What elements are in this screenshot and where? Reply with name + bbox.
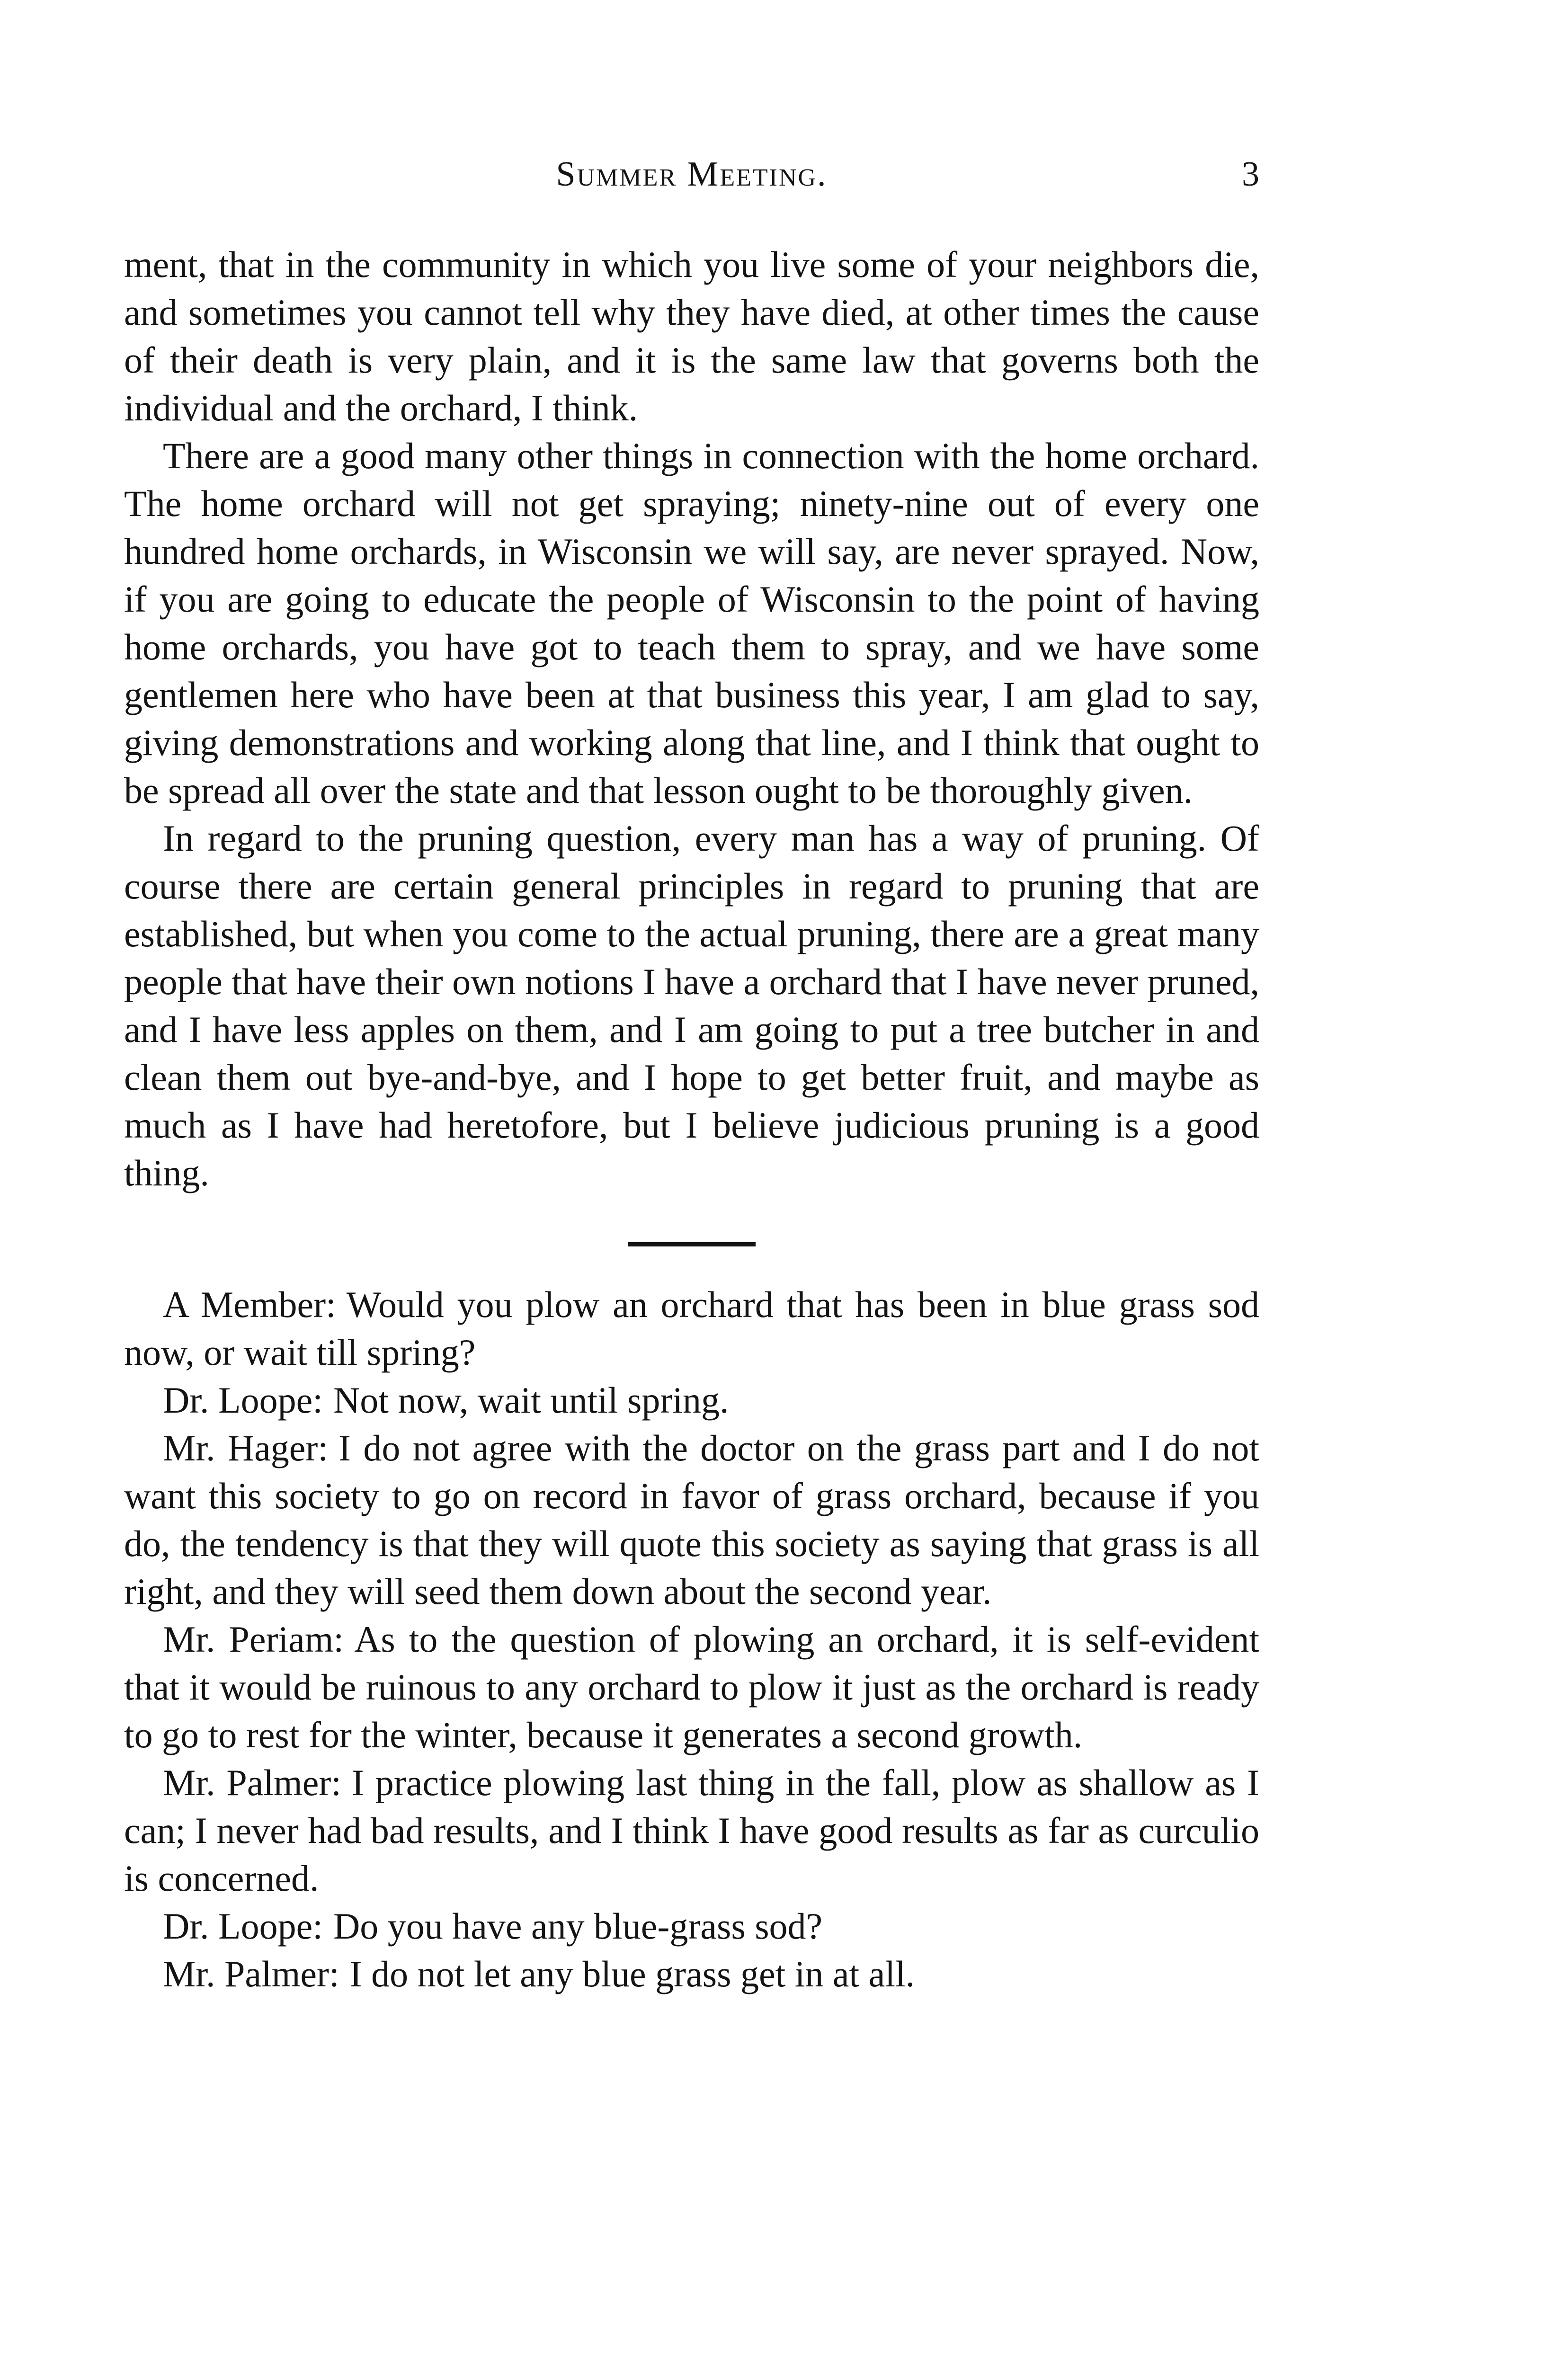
speaker-name: Dr. Loope:	[163, 1905, 323, 1947]
page-body	[124, 240, 1259, 1998]
paragraph-continued: ment, that in the community in which you live some of your neighbors die, and sometimes you cannot tell why they have died, at other times the cause of their death is very plain, and it is the same law that governs both the individual and the orchard, I think.	[124, 244, 1259, 428]
paragraph-pruning: In regard to the pruning question, every man has a way of pruning. Of course there are certain general principles in regard to pruning that are established, but when you come to the actual pruning, there are a great many people that have their own notions I have a orchard that I have never pruned, and I have less apples on them, and I am going to put a tree butcher in and clean them out bye-and-bye, and I hope to get better fruit, and maybe as much as I have had heretofore, but I believe judicious pruning is a good thing.	[124, 818, 1259, 1193]
speaker-name: Mr. Hager:	[163, 1427, 329, 1468]
speaker-remark: I do not agree with the doctor on the grass part and I do not want this society to go on record in favor of grass orchard, because if you do, the tendency is that they will quote this society as saying that grass is all right, and they will seed them down about the second year.	[124, 1427, 1259, 1612]
discussion-entry	[124, 1950, 1259, 1998]
discussion-entry	[124, 1759, 1259, 1902]
speaker-remark: Would you plow an orchard that has been in blue grass sod now, or wait till spring?	[124, 1284, 1260, 1373]
speaker-remark: As to the question of plowing an orchard, it is self-evident that it would be ruinous to any orchard to plow it just as the orchard is ready to go to rest for the winter, because it generates a second growth.	[124, 1619, 1259, 1755]
discussion-entry	[124, 1281, 1259, 1376]
discussion-entry	[124, 1376, 1259, 1424]
speaker-remark: Not now, wait until spring.	[333, 1379, 729, 1421]
discussion-entry	[124, 1424, 1259, 1615]
section-divider	[628, 1242, 756, 1246]
speaker-name: Dr. Loope:	[163, 1379, 323, 1421]
speaker-name: Mr. Palmer:	[163, 1762, 341, 1803]
speaker-name: Mr. Palmer:	[163, 1953, 339, 1994]
speaker-remark: Do you have any blue-grass sod?	[333, 1905, 823, 1947]
speaker-name: A Member:	[163, 1284, 336, 1325]
speaker-name: Mr. Periam:	[163, 1619, 344, 1660]
discussion-entry	[124, 1902, 1259, 1950]
discussion-entry	[124, 1615, 1259, 1759]
paragraph-spraying: There are a good many other things in connection with the home orchard. The home orchard will not get spraying; ninety-nine out of every one hundred home orchards, in Wisconsin we will say, are never sprayed. Now, if you are going to educate the people of Wisconsin to the point of having home orchards, you have got to teach them to spray, and we have some gentlemen here who have been at that business this year, I am glad to say, giving demonstrations and working along that line, and I think that ought to be spread all over the state and that lesson ought to be thoroughly given.	[124, 435, 1259, 811]
page-number: 3	[1242, 155, 1259, 194]
running-title: Summer Meeting.	[556, 155, 828, 194]
speaker-remark: I practice plowing last thing in the fall, plow as shallow as I can; I never had bad results, and I think I have good results as far as curculio is concerned.	[124, 1762, 1259, 1899]
speaker-remark: I do not let any blue grass get in at all.	[349, 1953, 915, 1994]
running-head	[124, 151, 1259, 207]
